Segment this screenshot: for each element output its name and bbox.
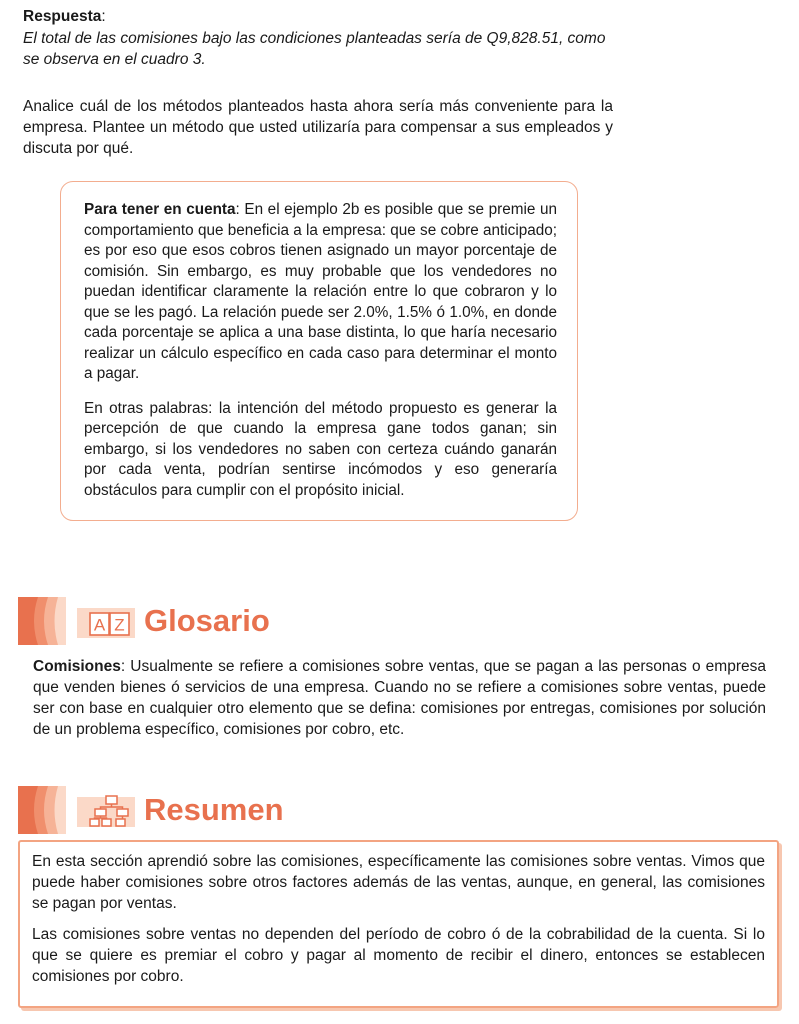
resumen-paragraph-1: En esta sección aprendió sobre las comisiones, específicamente las comisiones sobre ventas. Vimos que puede haber comisiones sobre otros factores además de las ventas, aunque, en general, las comisiones se pagan por ventas. [32,853,765,912]
resumen-paragraph-2: Las comisiones sobre ventas no dependen del período de cobro ó de la cobrabilidad de la cuenta. Si lo que se quiere es premiar el cobro y pagar al momento de recibir el dinero, entonces se establecen comisiones por cobro. [32,926,765,985]
section-wedge-icon [18,786,66,834]
resumen-title: Resumen [144,792,284,827]
note-paragraph-2: En otras palabras: la intención del método propuesto es generar la percepción de que cuando la empresa gane todos ganan; sin embargo, si los vendedores no saben con certeza cuándo ganarán por cada venta, podrían sentirse incómodos y eso generaría obstáculos para cumplir con el propósito inicial. [84,399,557,499]
icon-letter-a: A [93,615,106,635]
glosario-term: Comisiones [33,658,121,675]
note-heading: Para tener en cuenta [84,201,236,218]
glosario-title: Glosario [144,603,270,638]
az-dictionary-icon [76,605,140,639]
respuesta-answer: El total de las comisiones bajo las condiciones planteadas sería de Q9,828.51, como se observa en el cuadro 3. [23,30,606,68]
note-box [60,181,578,521]
respuesta-block [23,6,613,70]
section-wedge-icon [18,597,66,645]
resumen-header [18,786,318,834]
analice-paragraph: Analice cuál de los métodos planteados hasta ahora sería más conveniente para la empresa. Plantee un método que usted utilizaría para compensar a sus empleados y discuta por qué. [23,98,613,157]
note-paragraph-1 [84,200,557,385]
respuesta-colon: : [101,8,106,25]
glosario-definition [33,656,766,740]
glosario-header [18,597,318,645]
org-chart-icon [76,794,140,828]
resumen-box [18,840,779,1008]
respuesta-label: Respuesta [23,8,102,25]
icon-letter-z: Z [114,615,125,635]
note-text-1: : En el ejemplo 2b es posible que se premie un comportamiento que beneficia a la empresa: que se cobre anticipado; es por eso que esos cobros tienen asignado un mayor porcentaje de comisión. Sin embargo, es muy probable que los vendedores no puedan identificar claramente la relación entre lo que cobraron y lo que se les pagó. La relación puede ser 2.0%, 1.5% ó 1.0%, en donde cada porcentaje se aplica a una base distinta, lo que haría necesario realizar un cálculo específico en cada caso para determinar el monto a pagar. [84,201,558,382]
glosario-definition-text: : Usualmente se refiere a comisiones sobre ventas, que se pagan a las personas o empresa que venden bienes ó servicios de una empresa. Cuando no se refiere a comisiones sobre ventas, puede ser con base en cualquier otro elemento que se defina: comisiones por entregas, comisiones por solución de un problema específico, comisiones por cobro, etc. [33,658,766,738]
